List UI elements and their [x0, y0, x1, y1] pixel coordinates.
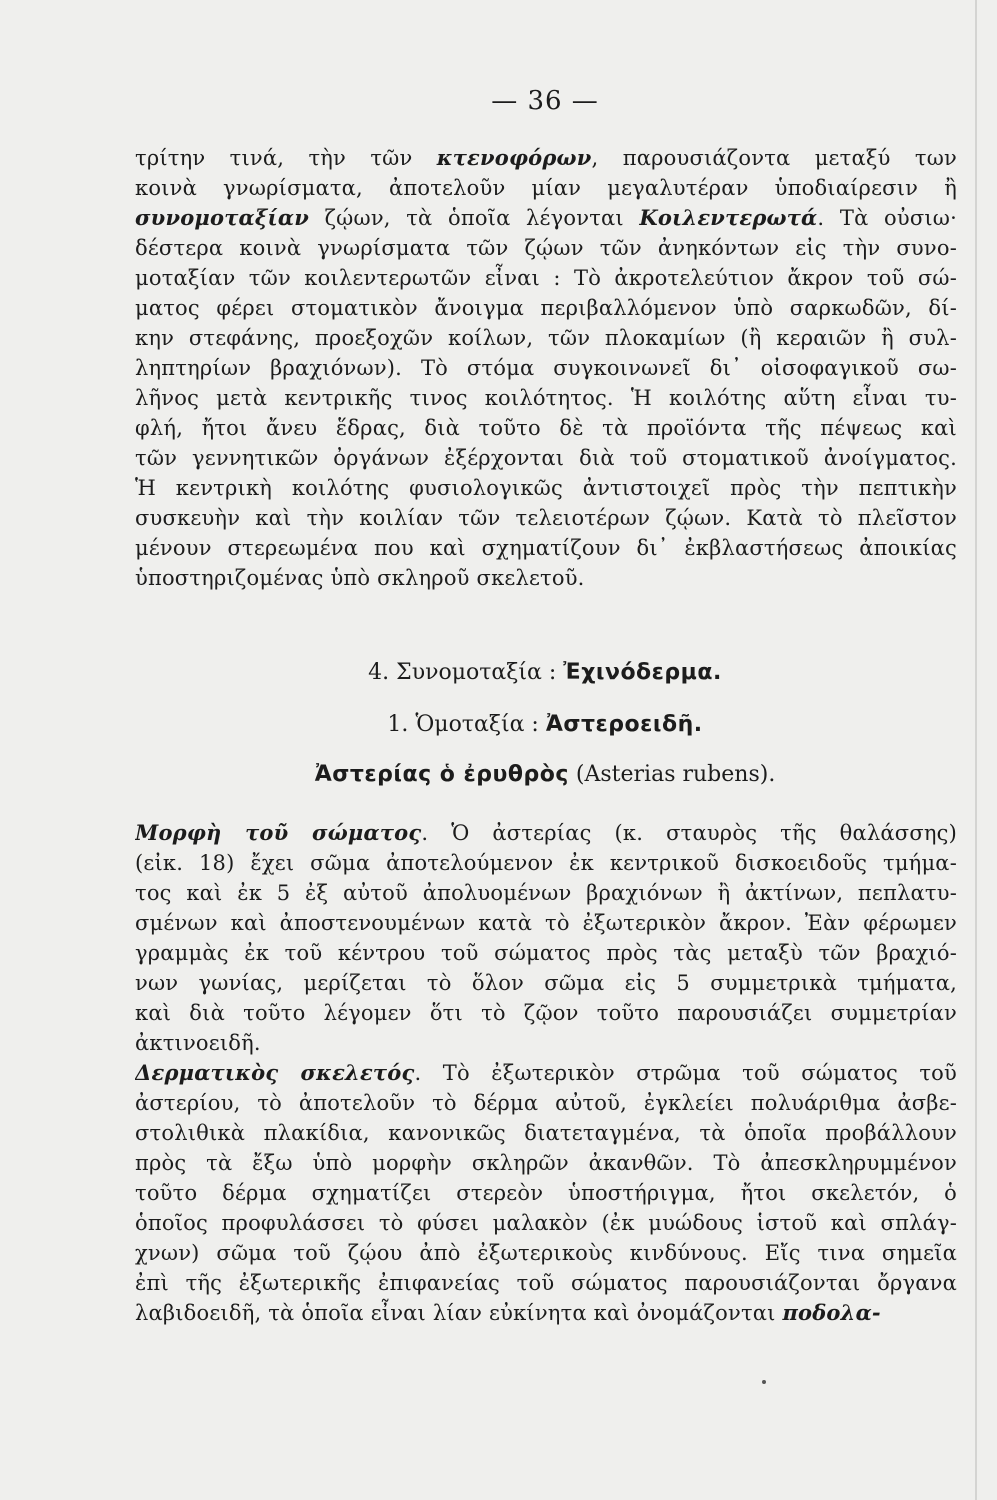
- text-line: [135, 938, 957, 968]
- text-run: λαβιδοειδῆ, τὰ ὁποῖα εἶναι λίαν εὐκίνητα καὶ ὀνομάζονται: [135, 1301, 783, 1325]
- heading-species-asterias: [0, 762, 997, 787]
- text-line: [135, 563, 957, 593]
- text-run: . Τὰ οὐσιω·: [817, 206, 957, 230]
- text-run: ἀστερίου, τὸ ἀποτελοῦν τὸ δέρμα αὐτοῦ, ἐγκλείει πολυάριθμα ἀσβε-: [135, 1091, 957, 1115]
- text-line: [135, 323, 957, 353]
- text-line: [135, 293, 957, 323]
- heading-phylum-prefix: 4. Συνομοταξία :: [368, 660, 564, 685]
- text-run: κην στεφάνης, προεξοχῶν κοίλων, τῶν πλοκαμίων (ἢ κεραιῶν ἢ συλ-: [135, 326, 957, 350]
- paragraph-dermal-skeleton: [135, 1058, 957, 1328]
- emphasized-term: Δερματικὸς σκελετός: [135, 1060, 415, 1085]
- text-run: ματος φέρει στοματικὸν ἄνοιγμα περιβαλλόμενον ὑπὸ σαρκωδῶν, δί-: [135, 296, 957, 320]
- text-line: [135, 1298, 957, 1328]
- text-line: [135, 473, 957, 503]
- text-run: τοῦτο δέρμα σχηματίζει στερεὸν ὑποστήριγμα, ἤτοι σκελετόν, ὁ: [135, 1181, 957, 1205]
- emphasized-term: Κοιλεντερωτά: [639, 205, 818, 230]
- text-run: δέστερα κοινὰ γνωρίσματα τῶν ζῴων τῶν ἀνηκόντων εἰς τὴν συνο-: [135, 236, 957, 260]
- text-run: λῆνος μετὰ κεντρικῆς τινος κοιλότητος. Ἡ κοιλότης αὕτη εἶναι τυ-: [135, 386, 957, 410]
- body-text-lower: [135, 818, 957, 1328]
- text-line: [135, 383, 957, 413]
- text-run: ὁποῖος προφυλάσσει τὸ φύσει μαλακὸν (ἐκ μυώδους ἱστοῦ καὶ σπλάγ-: [135, 1211, 957, 1235]
- text-line: [135, 1238, 957, 1268]
- text-line: [135, 143, 957, 173]
- text-line: [135, 908, 957, 938]
- text-line: [135, 173, 957, 203]
- text-run: φλή, ἤτοι ἄνευ ἕδρας, διὰ τοῦτο δὲ τὰ προϊόντα τῆς πέψεως καὶ: [135, 416, 957, 440]
- text-run: ὑποστηριζομένας ὑπὸ σκληροῦ σκελετοῦ.: [135, 566, 585, 590]
- heading-species-latin: (Asterias rubens).: [568, 762, 776, 787]
- page-number: — 36 —: [491, 86, 599, 116]
- text-run: σμένων καὶ ἀποστενουμένων κατὰ τὸ ἐξωτερικὸν ἄκρον. Ἐὰν φέρωμεν: [135, 911, 957, 935]
- heading-class-name: Ἀστεροειδῆ.: [545, 712, 703, 737]
- text-run: στολιθικὰ πλακίδια, κανονικῶς διατεταγμένα, τὰ ὁποῖα προβάλλουν: [135, 1121, 957, 1145]
- text-run: γραμμὰς ἐκ τοῦ κέντρου τοῦ σώματος πρὸς τὰς μεταξὺ τῶν βραχιό-: [135, 941, 957, 965]
- text-line: [135, 1088, 957, 1118]
- emphasized-term: συνομοταξίαν: [135, 205, 310, 230]
- text-run: Ἡ κεντρικὴ κοιλότης φυσιολογικῶς ἀντιστοιχεῖ πρὸς τὴν πεπτικὴν: [135, 476, 957, 500]
- heading-class-prefix: 1. Ὁμοταξία :: [387, 712, 546, 737]
- text-run: ἐπὶ τῆς ἐξωτερικῆς ἐπιφανείας τοῦ σώματος παρουσιάζονται ὄργανα: [135, 1271, 957, 1295]
- text-run: . Ὁ ἀστερίας (κ. σταυρὸς τῆς θαλάσσης): [421, 821, 957, 845]
- text-line: [135, 353, 957, 383]
- text-line: [135, 1058, 957, 1088]
- text-line: [135, 848, 957, 878]
- text-run: πρὸς τὰ ἔξω ὑπὸ μορφὴν σκληρῶν ἀκανθῶν. Τὸ ἀπεσκληρυμμένον: [135, 1151, 957, 1175]
- heading-class-asteroids: [0, 712, 997, 737]
- text-line: [135, 1028, 957, 1058]
- heading-species-name: Ἀστερίας ὁ ἐρυθρὸς: [314, 762, 569, 787]
- text-run: τῶν γεννητικῶν ὀργάνων ἐξέρχονται διὰ τοῦ στοματικοῦ ἀνοίγματος.: [135, 446, 957, 470]
- text-line: [135, 998, 957, 1028]
- text-run: (εἰκ. 18) ἔχει σῶμα ἀποτελούμενον ἐκ κεντρικοῦ δισκοειδοῦς τμήμα-: [135, 851, 957, 875]
- text-line: [135, 533, 957, 563]
- text-line: [135, 263, 957, 293]
- text-line: [135, 1178, 957, 1208]
- text-line: [135, 1268, 957, 1298]
- text-run: . Τὸ ἐξωτερικὸν στρῶμα τοῦ σώματος τοῦ: [414, 1061, 957, 1085]
- text-line: [135, 413, 957, 443]
- text-run: τος καὶ ἐκ 5 ἐξ αὐτοῦ ἀπολυομένων βραχιόνων ἢ ἀκτίνων, πεπλατυ-: [135, 881, 957, 905]
- text-run: καὶ διὰ τοῦτο λέγομεν ὅτι τὸ ζῷον τοῦτο παρουσιάζει συμμετρίαν: [135, 1001, 957, 1025]
- text-line: [135, 1148, 957, 1178]
- text-run: ληπτηρίων βραχιόνων). Τὸ στόμα συγκοινωνεῖ δι᾿ οἰσοφαγικοῦ σω-: [135, 356, 957, 380]
- emphasized-term: ποδολα-: [782, 1300, 881, 1325]
- text-run: μένουν στερεωμένα που καὶ σχηματίζουν δι᾿ ἐκβλαστήσεως ἀποικίας: [135, 536, 957, 560]
- text-line: [135, 1118, 957, 1148]
- text-run: ἀκτινοειδῆ.: [135, 1031, 261, 1055]
- text-line: [135, 443, 957, 473]
- text-line: [135, 203, 957, 233]
- text-run: νων γωνίας, μερίζεται τὸ ὅλον σῶμα εἰς 5 συμμετρικὰ τμήματα,: [135, 971, 957, 995]
- text-run: κοινὰ γνωρίσματα, ἀποτελοῦν μίαν μεγαλυτέραν ὑποδιαίρεσιν ἢ: [135, 176, 957, 200]
- text-line: [135, 878, 957, 908]
- text-line: [135, 503, 957, 533]
- heading-phylum-name: Ἐχινόδερμα.: [563, 660, 722, 685]
- text-run: χνων) σῶμα τοῦ ζῴου ἀπὸ ἐξωτερικοὺς κινδύνους. Εἴς τινα σημεῖα: [135, 1241, 957, 1265]
- paragraph-coelenterates: [135, 143, 957, 593]
- text-line: [135, 818, 957, 848]
- text-run: ζῴων, τὰ ὁποῖα λέγονται: [309, 206, 640, 230]
- text-line: [135, 233, 957, 263]
- emphasized-term: κτενοφόρων: [436, 145, 592, 170]
- ink-speck: [762, 1380, 766, 1384]
- page-edge: [975, 0, 977, 1500]
- text-run: συσκευὴν καὶ τὴν κοιλίαν τῶν τελειοτέρων ζῴων. Κατὰ τὸ πλεῖστον: [135, 506, 957, 530]
- text-line: [135, 1208, 957, 1238]
- emphasized-term: Μορφὴ τοῦ σώματος: [135, 820, 422, 845]
- text-run: τρίτην τινά, τὴν τῶν: [135, 146, 437, 170]
- paragraph-body-shape: [135, 818, 957, 1058]
- text-run: μοταξίαν τῶν κοιλεντερωτῶν εἶναι : Τὸ ἀκροτελεύτιον ἄκρον τοῦ σώ-: [135, 266, 957, 290]
- text-line: [135, 968, 957, 998]
- heading-phylum-echinoderms: [0, 660, 997, 685]
- text-run: , παρουσιάζοντα μεταξύ των: [591, 146, 957, 170]
